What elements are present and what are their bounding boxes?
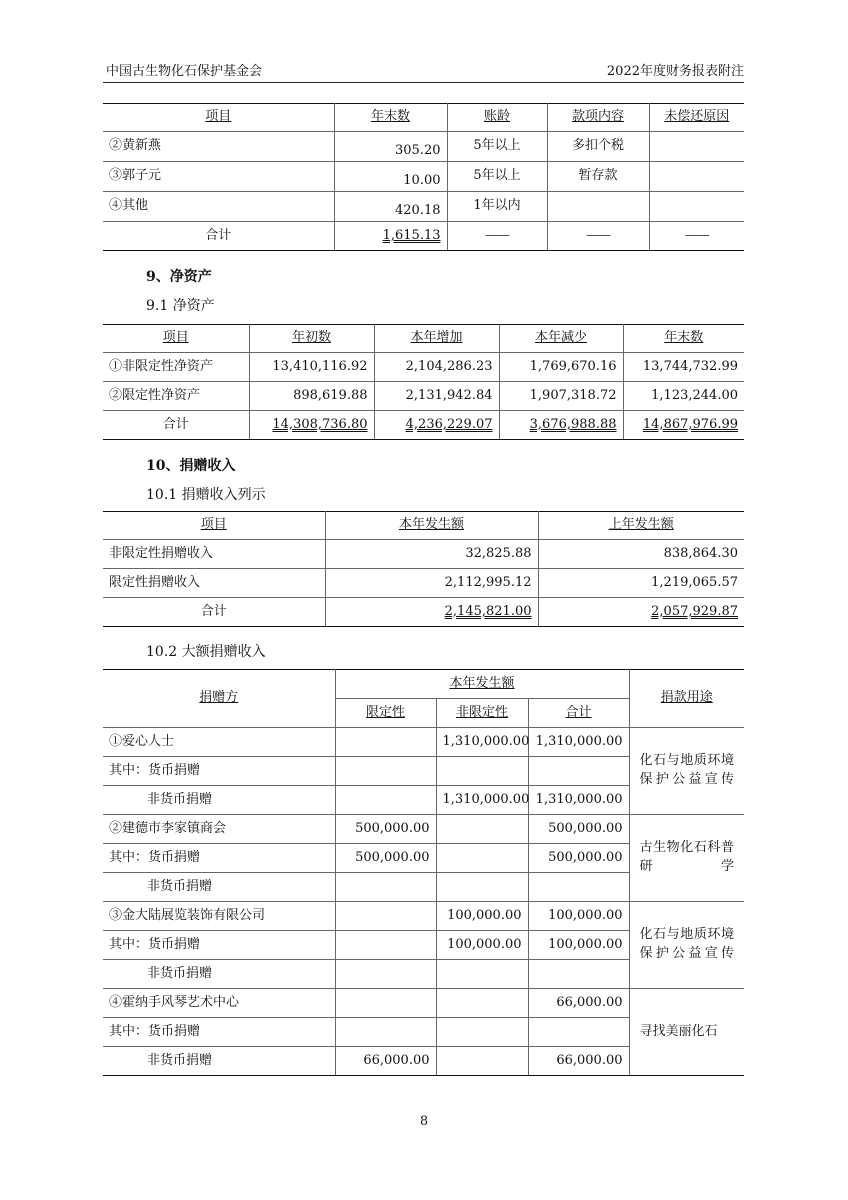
amount-cell: 2,104,286.23 <box>374 353 499 382</box>
table-row <box>103 989 744 1018</box>
row-label: 限定性捐赠收入 <box>103 569 325 598</box>
amount-cell: 1,219,065.57 <box>538 569 744 598</box>
section-9-1-heading: 9.1 净资产 <box>146 298 215 314</box>
aging-cell: 1年以内 <box>447 192 547 222</box>
row-label: 非货币捐赠 <box>103 786 335 815</box>
column-header: 本年发生额 <box>325 512 538 540</box>
amount-cell: 838,864.30 <box>538 540 744 569</box>
amount-cell: 100,000.00 <box>436 902 528 931</box>
amount-cell: 420.18 <box>334 192 447 222</box>
row-label: 其中：货币捐赠 <box>103 931 335 960</box>
row-label: 其中：货币捐赠 <box>103 1018 335 1047</box>
table-row <box>103 902 744 931</box>
amount-cell <box>335 902 436 931</box>
amount-cell: 66,000.00 <box>528 1047 629 1076</box>
row-label: ①非限定性净资产 <box>103 353 249 382</box>
amount-cell <box>335 786 436 815</box>
total-amount: 1,615.13 <box>334 222 447 251</box>
row-label: ②黄新燕 <box>103 132 334 162</box>
row-label: 非货币捐赠 <box>103 960 335 989</box>
amount-cell: 500,000.00 <box>528 844 629 873</box>
amount-cell: 2,131,942.84 <box>374 382 499 411</box>
purpose-cell: 化石与地质环境保护公益宣传 <box>629 902 744 989</box>
amount-cell <box>335 873 436 902</box>
row-label: ②限定性净资产 <box>103 382 249 411</box>
column-header: 年初数 <box>249 325 374 353</box>
donor-header: 捐赠方 <box>103 670 335 728</box>
restricted-header: 限定性 <box>335 699 436 728</box>
amount-cell <box>335 960 436 989</box>
column-header: 年末数 <box>623 325 744 353</box>
amount-cell: 100,000.00 <box>528 902 629 931</box>
total-row <box>103 411 744 440</box>
amount-cell <box>528 1018 629 1047</box>
section-10-heading: 10、捐赠收入 <box>146 458 236 474</box>
amount-cell: 500,000.00 <box>528 815 629 844</box>
total-row <box>103 598 744 627</box>
amount-cell: 1,310,000.00 <box>436 728 528 757</box>
row-label: 非货币捐赠 <box>103 873 335 902</box>
column-header: 本年减少 <box>499 325 623 353</box>
amount-cell: 100,000.00 <box>528 931 629 960</box>
unrestricted-header: 非限定性 <box>436 699 528 728</box>
header-organization: 中国古生物化石保护基金会 <box>106 64 263 79</box>
donor-name: ②建德市李家镇商会 <box>103 815 335 844</box>
content-cell: 多扣个税 <box>547 132 649 162</box>
table-row <box>103 540 744 569</box>
amount-cell <box>528 960 629 989</box>
amount-cell <box>436 1047 528 1076</box>
amount-cell: 1,310,000.00 <box>528 728 629 757</box>
table-header-row <box>103 512 744 540</box>
total-amount: 2,057,929.87 <box>538 598 744 627</box>
amount-cell <box>436 815 528 844</box>
reason-cell <box>649 192 744 222</box>
table-header-row <box>103 670 744 699</box>
major-donations-table <box>103 669 744 1076</box>
total-amount: 4,236,229.07 <box>374 411 499 440</box>
table-row <box>103 132 744 162</box>
amount-cell: 500,000.00 <box>335 815 436 844</box>
amount-cell <box>436 873 528 902</box>
amount-cell <box>528 873 629 902</box>
table-header-row <box>103 325 744 353</box>
table-row <box>103 728 744 757</box>
total-row <box>103 222 744 251</box>
section-10-1-heading: 10.1 捐赠收入列示 <box>146 487 266 503</box>
net-assets-table <box>103 324 744 440</box>
table-row <box>103 162 744 192</box>
amount-cell <box>436 757 528 786</box>
total-amount: 2,145,821.00 <box>325 598 538 627</box>
amount-cell: 305.20 <box>334 132 447 162</box>
total-label: 合计 <box>103 411 249 440</box>
table-row <box>103 353 744 382</box>
total-label: 合计 <box>103 222 334 251</box>
amount-cell <box>436 960 528 989</box>
amount-cell <box>436 844 528 873</box>
amount-cell <box>528 757 629 786</box>
amount-cell: 898,619.88 <box>249 382 374 411</box>
amount-cell <box>436 989 528 1018</box>
column-header: 上年发生额 <box>538 512 744 540</box>
page-number: 8 <box>419 1114 429 1129</box>
amount-cell <box>335 931 436 960</box>
table-row <box>103 382 744 411</box>
table-row <box>103 192 744 222</box>
donor-name: ①爱心人士 <box>103 728 335 757</box>
amount-cell: 100,000.00 <box>436 931 528 960</box>
reason-cell <box>649 132 744 162</box>
column-header: 项目 <box>103 512 325 540</box>
dash-cell: —— <box>649 222 744 251</box>
purpose-cell: 化石与地质环境保护公益宣传 <box>629 728 744 815</box>
donation-income-table <box>103 511 744 627</box>
amount-cell: 500,000.00 <box>335 844 436 873</box>
reason-cell <box>649 162 744 192</box>
amount-cell: 66,000.00 <box>528 989 629 1018</box>
content-cell: 暂存款 <box>547 162 649 192</box>
header-divider <box>103 82 744 83</box>
column-header: 年末数 <box>334 104 447 132</box>
dash-cell: —— <box>547 222 649 251</box>
table-row <box>103 815 744 844</box>
amount-cell: 1,123,244.00 <box>623 382 744 411</box>
aging-cell: 5年以上 <box>447 162 547 192</box>
aging-cell: 5年以上 <box>447 132 547 162</box>
amount-cell <box>335 1018 436 1047</box>
section-10-2-heading: 10.2 大额捐赠收入 <box>146 644 266 660</box>
amount-cell <box>436 1018 528 1047</box>
column-header: 账龄 <box>447 104 547 132</box>
purpose-header: 捐款用途 <box>629 670 744 728</box>
amount-cell: 2,112,995.12 <box>325 569 538 598</box>
row-label: 非货币捐赠 <box>103 1047 335 1076</box>
current-year-header: 本年发生额 <box>335 670 629 699</box>
row-label: ③郭子元 <box>103 162 334 192</box>
table-header-row <box>103 104 744 132</box>
section-9-heading: 9、净资产 <box>146 269 212 285</box>
total-header: 合计 <box>528 699 629 728</box>
table-row <box>103 569 744 598</box>
row-label: 非限定性捐赠收入 <box>103 540 325 569</box>
total-amount: 14,308,736.80 <box>249 411 374 440</box>
column-header: 项目 <box>103 104 334 132</box>
amount-cell: 13,410,116.92 <box>249 353 374 382</box>
amount-cell: 66,000.00 <box>335 1047 436 1076</box>
amount-cell: 32,825.88 <box>325 540 538 569</box>
amount-cell: 1,907,318.72 <box>499 382 623 411</box>
total-label: 合计 <box>103 598 325 627</box>
amount-cell <box>335 728 436 757</box>
row-label: 其中：货币捐赠 <box>103 844 335 873</box>
total-amount: 3,676,988.88 <box>499 411 623 440</box>
column-header: 项目 <box>103 325 249 353</box>
column-header: 未偿还原因 <box>649 104 744 132</box>
amount-cell: 13,744,732.99 <box>623 353 744 382</box>
amount-cell <box>335 989 436 1018</box>
amount-cell: 1,769,670.16 <box>499 353 623 382</box>
amount-cell: 1,310,000.00 <box>528 786 629 815</box>
donor-name: ④霍纳手风琴艺术中心 <box>103 989 335 1018</box>
donor-name: ③金大陆展览装饰有限公司 <box>103 902 335 931</box>
total-amount: 14,867,976.99 <box>623 411 744 440</box>
purpose-cell: 古生物化石科普研学 <box>629 815 744 902</box>
other-payables-table <box>103 103 744 251</box>
purpose-cell: 寻找美丽化石 <box>629 989 744 1076</box>
amount-cell <box>335 757 436 786</box>
row-label: 其中：货币捐赠 <box>103 757 335 786</box>
content-cell <box>547 192 649 222</box>
amount-cell: 10.00 <box>334 162 447 192</box>
dash-cell: —— <box>447 222 547 251</box>
column-header: 本年增加 <box>374 325 499 353</box>
amount-cell: 1,310,000.00 <box>436 786 528 815</box>
column-header: 款项内容 <box>547 104 649 132</box>
row-label: ④其他 <box>103 192 334 222</box>
header-document-title: 2022年度财务报表附注 <box>606 64 744 79</box>
